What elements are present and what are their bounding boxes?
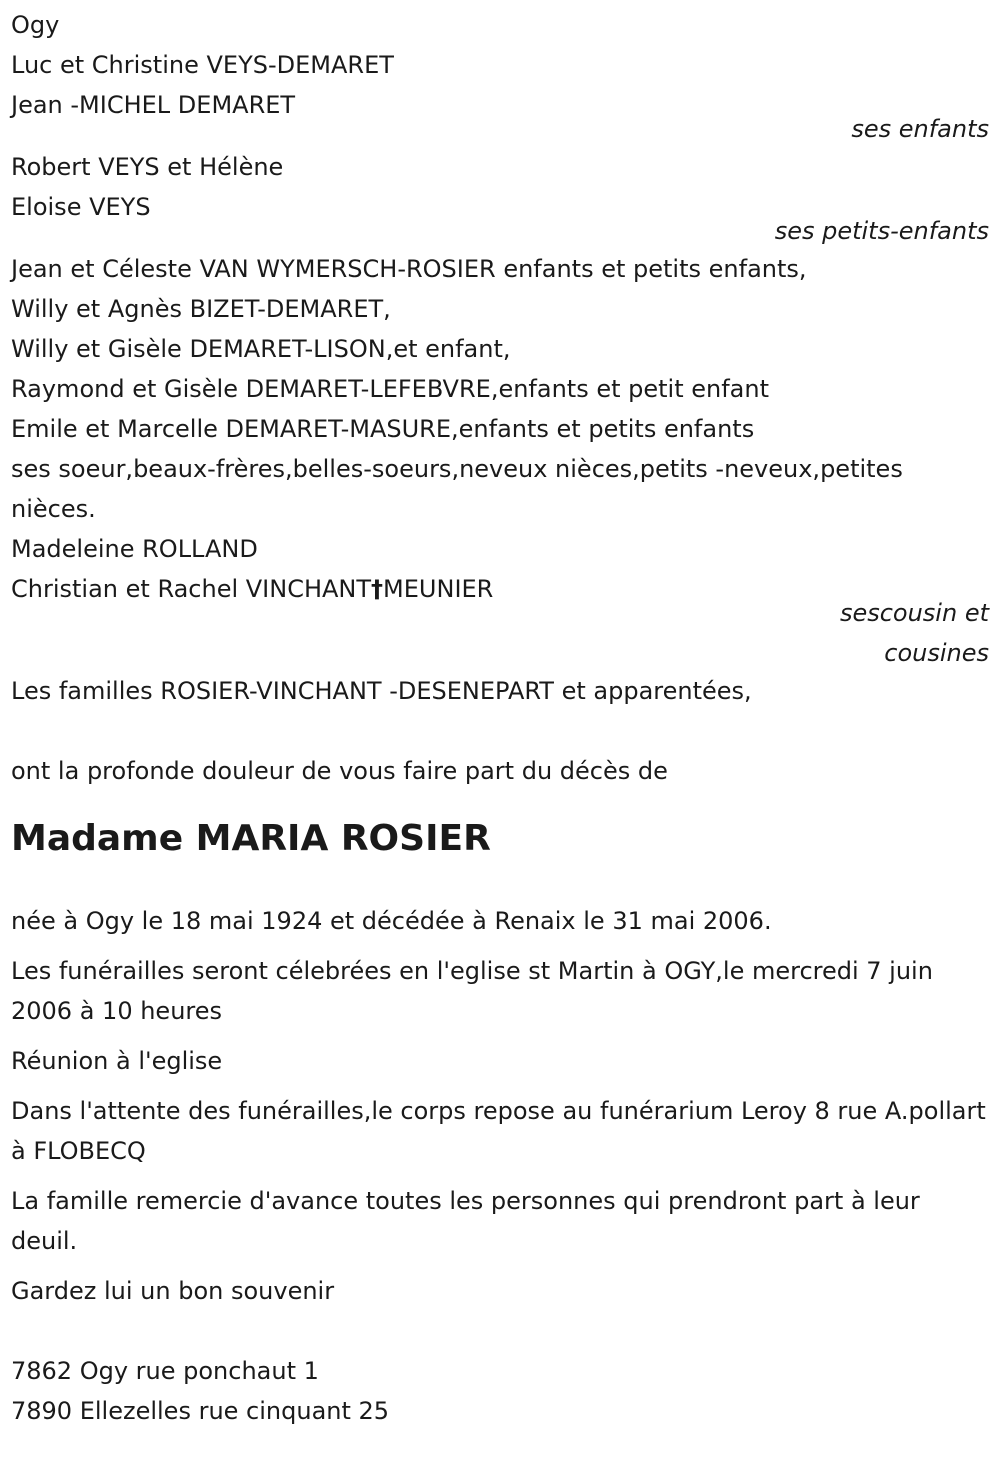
cross-icon: † bbox=[371, 575, 384, 603]
detail-paragraph: La famille remercie d'avance toutes les personnes qui prendront part à leur deuil. bbox=[11, 1187, 920, 1255]
family-line: Luc et Christine VEYS-DEMARET bbox=[11, 51, 394, 79]
children-caption: ses enfants bbox=[851, 115, 989, 143]
family-line: Jean -MICHEL DEMARET bbox=[11, 91, 296, 119]
detail-paragraph: Les funérailles seront célebrées en l'eglise st Martin à OGY,le mercredi 7 juin 2006 à 10 heures bbox=[11, 957, 933, 1025]
children-block bbox=[11, 5, 990, 149]
deceased-name: Madame MARIA ROSIER bbox=[11, 818, 491, 859]
detail-paragraph: née à Ogy le 18 mai 1924 et décédée à Renaix le 31 mai 2006. bbox=[11, 907, 772, 935]
family-line: Willy et Agnès BIZET-DEMARET, bbox=[11, 295, 391, 323]
grandchildren-caption: ses petits-enfants bbox=[774, 217, 989, 245]
family-line: Eloise VEYS bbox=[11, 193, 151, 221]
detail-paragraph: Gardez lui un bon souvenir bbox=[11, 1277, 335, 1305]
family-line: Robert VEYS et Hélène bbox=[11, 153, 284, 181]
family-line: Madeleine ROLLAND bbox=[11, 535, 258, 563]
family-line: Willy et Gisèle DEMARET-LISON,et enfant, bbox=[11, 335, 511, 363]
address-line: 7862 Ogy rue ponchaut 1 bbox=[11, 1357, 319, 1385]
announcement: ont la profonde douleur de vous faire part du décès de bbox=[11, 757, 668, 785]
cousin-name-part: Christian et Rachel VINCHANT bbox=[11, 575, 372, 603]
family-line: Emile et Marcelle DEMARET-MASURE,enfants et petits enfants bbox=[11, 415, 755, 443]
family-line: Raymond et Gisèle DEMARET-LEFEBVRE,enfants et petit enfant bbox=[11, 375, 770, 403]
grandchildren-block bbox=[11, 147, 990, 251]
cousins-caption: sescousin et bbox=[839, 599, 989, 627]
cousin-name-part: MEUNIER bbox=[383, 575, 494, 603]
detail-paragraph: Dans l'attente des funérailles,le corps repose au funérarium Leroy 8 rue A.pollart à FLOBECQ bbox=[11, 1097, 986, 1165]
address-line: 7890 Ellezelles rue cinquant 25 bbox=[11, 1397, 390, 1425]
family-line: Jean et Céleste VAN WYMERSCH-ROSIER enfants et petits enfants, bbox=[11, 255, 807, 283]
cousins-block bbox=[11, 529, 990, 673]
detail-paragraph: Réunion à l'eglise bbox=[11, 1047, 223, 1075]
family-line: Ogy bbox=[11, 11, 60, 39]
details-block bbox=[11, 901, 986, 1311]
families-line: Les familles ROSIER-VINCHANT -DESENEPART et apparentées, bbox=[11, 677, 752, 705]
cousins-caption: cousines bbox=[884, 639, 989, 667]
addresses-block bbox=[11, 1351, 990, 1431]
relatives-block bbox=[11, 249, 990, 529]
family-line: ses soeur,beaux-frères,belles-soeurs,neveux nièces,petits -neveux,petites nièces. bbox=[11, 455, 903, 523]
